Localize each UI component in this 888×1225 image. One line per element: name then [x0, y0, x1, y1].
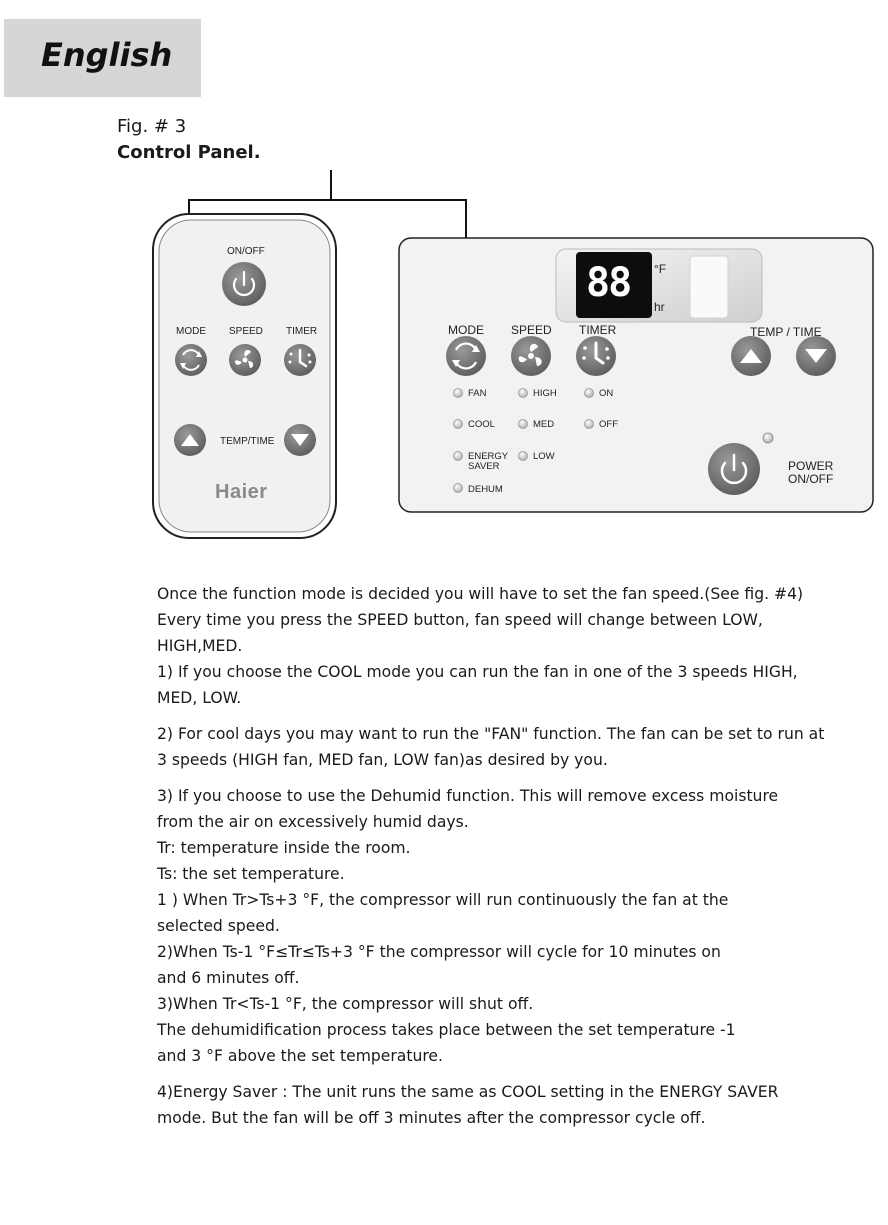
panel-speed-label: SPEED — [511, 323, 552, 337]
panel-timer-button — [576, 336, 616, 376]
remote-timer-label: TIMER — [286, 326, 318, 337]
text-line: MED, LOW. — [157, 689, 242, 707]
text-line: and 3 °F above the set temperature. — [157, 1047, 443, 1065]
indicator-off-label: OFF — [599, 419, 618, 430]
indicator-low-label: LOW — [533, 451, 555, 462]
text-line: mode. But the fan will be off 3 minutes after the compressor cycle off. — [157, 1109, 706, 1127]
instructions-text — [157, 581, 872, 1131]
panel-mode-label: MODE — [448, 323, 484, 337]
text-line: 1) If you choose the COOL mode you can run the fan in one of the 3 speeds HIGH, — [157, 663, 798, 681]
panel-power-button — [708, 443, 760, 495]
control-panel-illustration — [0, 160, 888, 560]
indicator-energy-label: ENERGY — [468, 451, 509, 462]
text-line: Once the function mode is decided you will have to set the fan speed.(See fig. #4) — [157, 585, 804, 603]
display-unit-f: °F — [654, 262, 667, 276]
power-indicator-light — [763, 433, 773, 443]
remote-speed-button — [229, 344, 261, 376]
remote-speed-label: SPEED — [229, 326, 263, 337]
text-line: 2)When Ts-1 °F≤Tr≤Ts+3 °F the compressor will cycle for 10 minutes on — [157, 943, 721, 961]
indicator-saver-label: SAVER — [468, 461, 500, 472]
text-line: 2) For cool days you may want to run the "FAN" function. The fan can be set to run at — [157, 725, 825, 743]
panel-temp-down-button — [796, 336, 836, 376]
remote-temp-down-button — [284, 424, 316, 456]
display-digits: 88 — [586, 260, 631, 306]
remote-on-off-label: ON/OFF — [227, 246, 265, 257]
text-line: Ts: the set temperature. — [157, 865, 345, 883]
indicator-dehum-label: DEHUM — [468, 484, 503, 495]
text-line: 3) If you choose to use the Dehumid function. This will remove excess moisture — [157, 787, 779, 805]
remote-temp-time-label: TEMP/TIME — [220, 436, 275, 447]
panel-temp-up-button — [731, 336, 771, 376]
indicator-fan-label: FAN — [468, 388, 487, 399]
brand-logo: Haier — [215, 481, 268, 503]
text-line: 1 ) When Tr>Ts+3 °F, the compressor will run continuously the fan at the — [157, 891, 729, 909]
panel-mode-button — [446, 336, 486, 376]
language-tab — [4, 19, 201, 97]
remote-temp-up-button — [174, 424, 206, 456]
display-unit-hr: hr — [654, 300, 665, 314]
text-line: selected speed. — [157, 917, 280, 935]
panel-speed-button — [511, 336, 551, 376]
text-line: from the air on excessively humid days. — [157, 813, 469, 831]
indicator-cool-label: COOL — [468, 419, 495, 430]
indicator-high-label: HIGH — [533, 388, 557, 399]
remote-mode-button — [175, 344, 207, 376]
text-line: The dehumidification process takes place between the set temperature -1 — [157, 1021, 736, 1039]
panel-timer-label: TIMER — [579, 323, 617, 337]
remote-power-button — [222, 262, 266, 306]
remote-mode-label: MODE — [176, 326, 206, 337]
text-line: 3 speeds (HIGH fan, MED fan, LOW fan)as desired by you. — [157, 751, 608, 769]
figure-number: Fig. # 3 — [117, 116, 187, 137]
remote-timer-button — [284, 344, 316, 376]
indicator-med-label: MED — [533, 419, 555, 430]
text-line: 3)When Tr<Ts-1 °F, the compressor will shut off. — [157, 995, 534, 1013]
panel-power-label: POWER — [788, 459, 834, 473]
language-label: English — [41, 36, 173, 74]
panel-temp-time-label: TEMP / TIME — [750, 325, 822, 339]
text-line: HIGH,MED. — [157, 637, 243, 655]
figure-title: Control Panel. — [117, 142, 261, 163]
panel-power-label-2: ON/OFF — [788, 472, 834, 486]
text-line: and 6 minutes off. — [157, 969, 300, 987]
indicator-on-label: ON — [599, 388, 614, 399]
text-line: 4)Energy Saver : The unit runs the same as COOL setting in the ENERGY SAVER — [157, 1083, 779, 1101]
text-line: Tr: temperature inside the room. — [157, 839, 411, 857]
text-line: Every time you press the SPEED button, fan speed will change between LOW, — [157, 611, 763, 629]
